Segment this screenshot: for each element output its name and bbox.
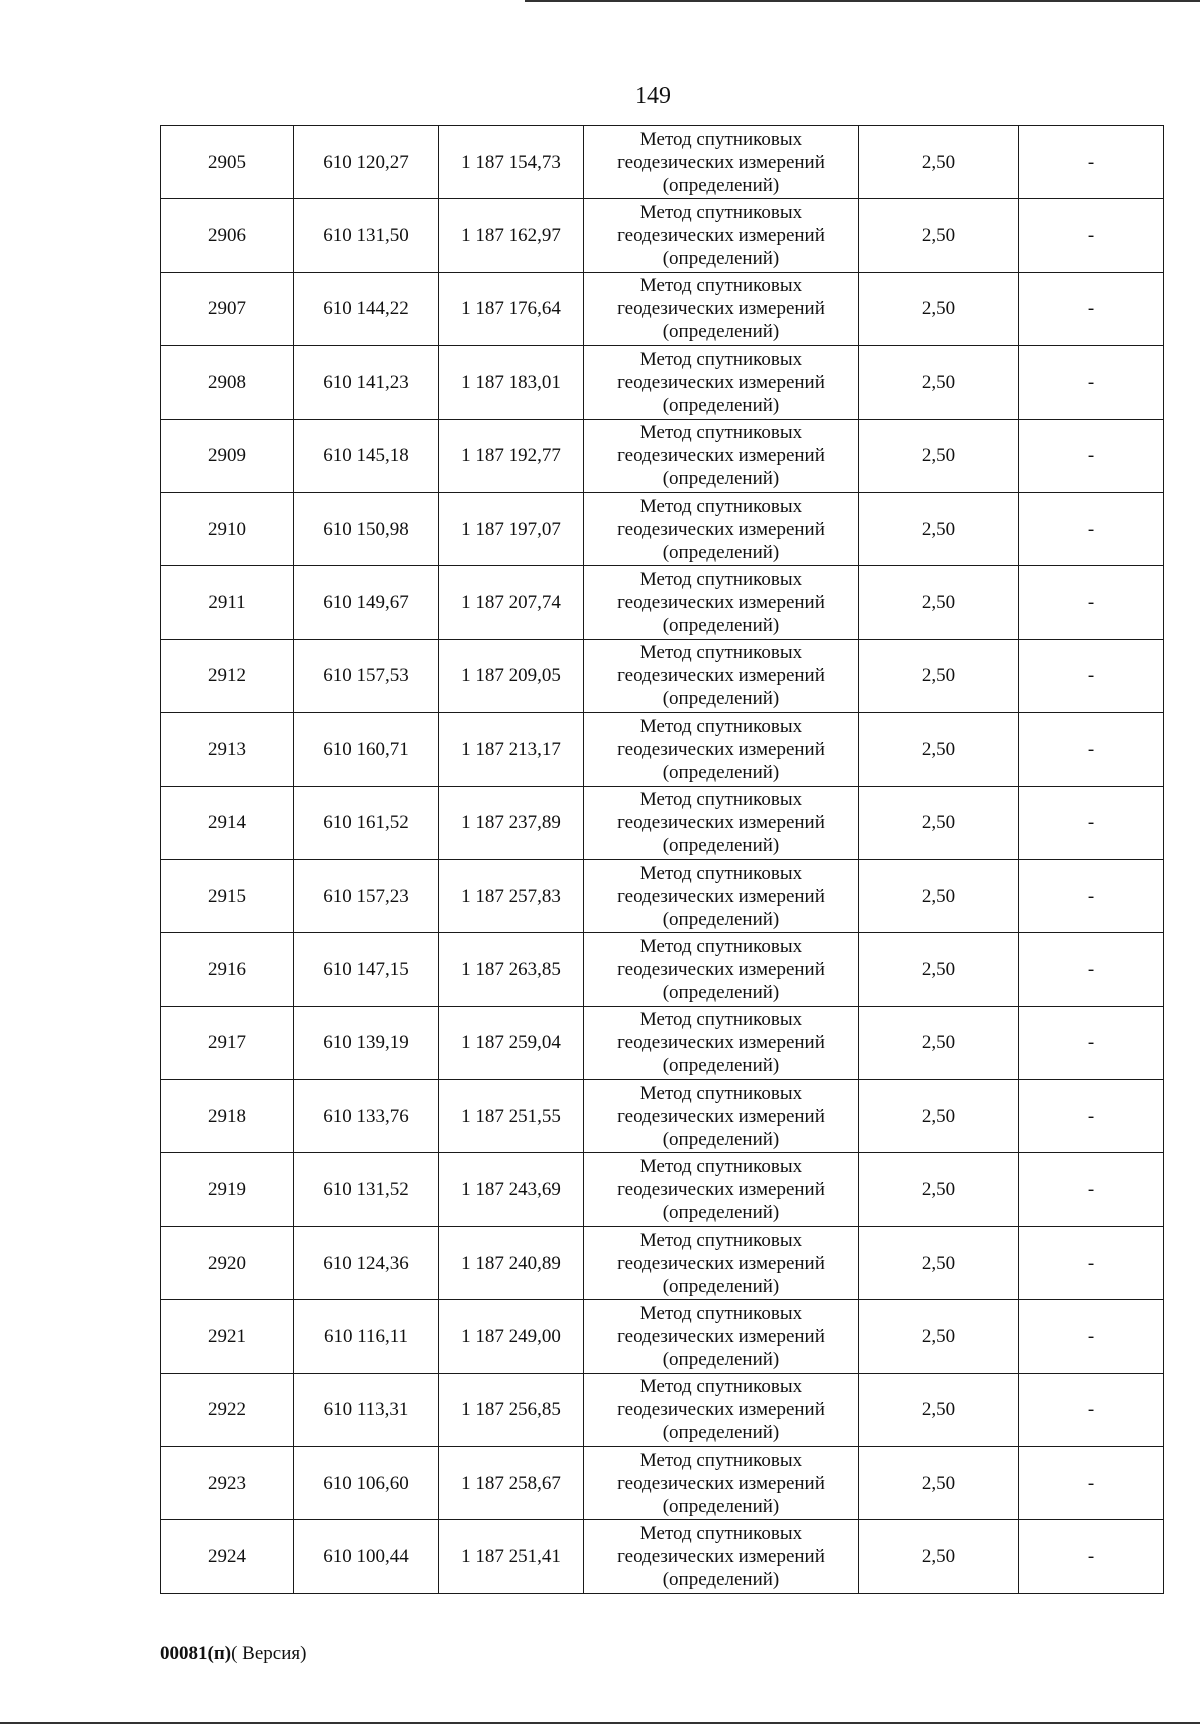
accuracy-cell: 2,50 [859,639,1019,712]
x-coordinate-cell: 610 145,18 [294,419,439,492]
accuracy-cell: 2,50 [859,786,1019,859]
method-cell [584,1080,859,1153]
method-line: Метод спутниковых [639,422,803,444]
y-coordinate-cell: 1 187 183,01 [439,346,584,419]
method-line: (определений) [662,1128,780,1150]
note-cell: - [1019,1226,1164,1299]
method-line: Метод спутниковых [639,935,803,957]
table-row [161,786,1164,859]
method-line: (определений) [662,394,780,416]
method-line: Метод спутниковых [639,202,803,224]
method-line: геодезических измерений [617,298,825,320]
accuracy-cell: 2,50 [859,419,1019,492]
method-line: (определений) [662,174,780,196]
x-coordinate-cell: 610 141,23 [294,346,439,419]
y-coordinate-cell: 1 187 154,73 [439,126,584,199]
method-cell [584,1520,859,1593]
method-line: геодезических измерений [617,445,825,467]
x-coordinate-cell: 610 150,98 [294,492,439,565]
method-line: Метод спутниковых [639,789,803,811]
page-number: 149 [635,83,671,109]
scan-edge-bottom [0,1722,1200,1724]
table-row [161,272,1164,345]
method-line: Метод спутниковых [639,1523,803,1545]
method-line: (определений) [662,1422,780,1444]
method-line: геодезических измерений [617,738,825,760]
accuracy-cell: 2,50 [859,346,1019,419]
x-coordinate-cell: 610 120,27 [294,126,439,199]
method-line: геодезических измерений [617,1325,825,1347]
method-line: Метод спутниковых [639,1376,803,1398]
accuracy-cell: 2,50 [859,933,1019,1006]
point-number-cell: 2910 [161,492,294,565]
method-cell [584,1300,859,1373]
point-number-cell: 2917 [161,1006,294,1079]
note-cell: - [1019,1373,1164,1446]
method-line: Метод спутниковых [639,569,803,591]
point-number-cell: 2906 [161,199,294,272]
method-line: Метод спутниковых [639,1449,803,1471]
table-row [161,199,1164,272]
x-coordinate-cell: 610 157,23 [294,859,439,932]
method-line: (определений) [662,688,780,710]
method-line: (определений) [662,835,780,857]
method-line: Метод спутниковых [639,348,803,370]
method-line: (определений) [662,1495,780,1517]
method-line: (определений) [662,1348,780,1370]
method-line: геодезических измерений [617,371,825,393]
method-line: (определений) [662,1202,780,1224]
x-coordinate-cell: 610 106,60 [294,1447,439,1520]
point-number-cell: 2912 [161,639,294,712]
method-line: геодезических измерений [617,885,825,907]
table-row [161,1373,1164,1446]
accuracy-cell: 2,50 [859,1300,1019,1373]
note-cell: - [1019,786,1164,859]
x-coordinate-cell: 610 161,52 [294,786,439,859]
method-cell [584,199,859,272]
y-coordinate-cell: 1 187 192,77 [439,419,584,492]
method-line: Метод спутниковых [639,128,803,150]
method-cell [584,859,859,932]
table-row [161,419,1164,492]
method-cell [584,566,859,639]
y-coordinate-cell: 1 187 207,74 [439,566,584,639]
y-coordinate-cell: 1 187 263,85 [439,933,584,1006]
note-cell: - [1019,639,1164,712]
point-number-cell: 2908 [161,346,294,419]
table-row [161,713,1164,786]
y-coordinate-cell: 1 187 240,89 [439,1226,584,1299]
table-row [161,859,1164,932]
method-cell [584,419,859,492]
method-cell [584,346,859,419]
x-coordinate-cell: 610 133,76 [294,1080,439,1153]
point-number-cell: 2915 [161,859,294,932]
scan-edge-top [525,0,1200,2]
note-cell: - [1019,1153,1164,1226]
y-coordinate-cell: 1 187 237,89 [439,786,584,859]
y-coordinate-cell: 1 187 257,83 [439,859,584,932]
table-row [161,1226,1164,1299]
method-line: (определений) [662,321,780,343]
table-row [161,1447,1164,1520]
x-coordinate-cell: 610 113,31 [294,1373,439,1446]
method-line: (определений) [662,908,780,930]
method-line: геодезических измерений [617,225,825,247]
table-row [161,126,1164,199]
point-number-cell: 2924 [161,1520,294,1593]
note-cell: - [1019,1447,1164,1520]
point-number-cell: 2923 [161,1447,294,1520]
method-cell [584,272,859,345]
y-coordinate-cell: 1 187 251,41 [439,1520,584,1593]
table-row [161,933,1164,1006]
y-coordinate-cell: 1 187 251,55 [439,1080,584,1153]
y-coordinate-cell: 1 187 176,64 [439,272,584,345]
table-row [161,566,1164,639]
table-body [161,126,1164,1594]
x-coordinate-cell: 610 149,67 [294,566,439,639]
method-cell [584,713,859,786]
accuracy-cell: 2,50 [859,272,1019,345]
note-cell: - [1019,566,1164,639]
method-line: (определений) [662,1055,780,1077]
x-coordinate-cell: 610 124,36 [294,1226,439,1299]
y-coordinate-cell: 1 187 197,07 [439,492,584,565]
accuracy-cell: 2,50 [859,713,1019,786]
point-number-cell: 2909 [161,419,294,492]
method-line: геодезических измерений [617,1032,825,1054]
method-line: (определений) [662,981,780,1003]
point-number-cell: 2920 [161,1226,294,1299]
table-row [161,639,1164,712]
table-row [161,492,1164,565]
note-cell: - [1019,126,1164,199]
point-number-cell: 2922 [161,1373,294,1446]
method-line: Метод спутниковых [639,1229,803,1251]
accuracy-cell: 2,50 [859,126,1019,199]
note-cell: - [1019,199,1164,272]
coordinates-table [160,125,1164,1594]
note-cell: - [1019,419,1164,492]
method-line: (определений) [662,1275,780,1297]
note-cell: - [1019,1300,1164,1373]
method-line: Метод спутниковых [639,495,803,517]
method-line: Метод спутниковых [639,275,803,297]
accuracy-cell: 2,50 [859,1447,1019,1520]
method-line: (определений) [662,1569,780,1591]
table-row [161,1080,1164,1153]
x-coordinate-cell: 610 144,22 [294,272,439,345]
table-row [161,1006,1164,1079]
method-line: Метод спутниковых [639,1302,803,1324]
method-cell [584,126,859,199]
method-line: геодезических измерений [617,958,825,980]
accuracy-cell: 2,50 [859,1153,1019,1226]
x-coordinate-cell: 610 157,53 [294,639,439,712]
method-cell [584,1226,859,1299]
note-cell: - [1019,1520,1164,1593]
x-coordinate-cell: 610 160,71 [294,713,439,786]
table-row [161,1520,1164,1593]
accuracy-cell: 2,50 [859,566,1019,639]
table-row [161,1300,1164,1373]
accuracy-cell: 2,50 [859,199,1019,272]
method-line: (определений) [662,761,780,783]
note-cell: - [1019,346,1164,419]
accuracy-cell: 2,50 [859,859,1019,932]
note-cell: - [1019,933,1164,1006]
method-cell [584,1006,859,1079]
table-row [161,346,1164,419]
accuracy-cell: 2,50 [859,1520,1019,1593]
method-line: геодезических измерений [617,665,825,687]
document-footer [160,1642,306,1666]
accuracy-cell: 2,50 [859,1373,1019,1446]
method-line: (определений) [662,248,780,270]
method-line: Метод спутниковых [639,715,803,737]
method-line: (определений) [662,541,780,563]
method-line: (определений) [662,468,780,490]
x-coordinate-cell: 610 139,19 [294,1006,439,1079]
accuracy-cell: 2,50 [859,1006,1019,1079]
y-coordinate-cell: 1 187 249,00 [439,1300,584,1373]
x-coordinate-cell: 610 147,15 [294,933,439,1006]
note-cell: - [1019,272,1164,345]
note-cell: - [1019,1006,1164,1079]
y-coordinate-cell: 1 187 258,67 [439,1447,584,1520]
table-row [161,1153,1164,1226]
method-line: Метод спутниковых [639,862,803,884]
x-coordinate-cell: 610 116,11 [294,1300,439,1373]
method-cell [584,1153,859,1226]
note-cell: - [1019,492,1164,565]
y-coordinate-cell: 1 187 162,97 [439,199,584,272]
y-coordinate-cell: 1 187 209,05 [439,639,584,712]
accuracy-cell: 2,50 [859,492,1019,565]
method-line: геодезических измерений [617,1472,825,1494]
method-line: Метод спутниковых [639,1009,803,1031]
point-number-cell: 2918 [161,1080,294,1153]
method-line: Метод спутниковых [639,642,803,664]
x-coordinate-cell: 610 131,50 [294,199,439,272]
method-cell [584,1373,859,1446]
method-cell [584,492,859,565]
method-line: геодезических измерений [617,1252,825,1274]
method-line: (определений) [662,615,780,637]
y-coordinate-cell: 1 187 213,17 [439,713,584,786]
accuracy-cell: 2,50 [859,1080,1019,1153]
method-line: геодезических измерений [617,1399,825,1421]
point-number-cell: 2905 [161,126,294,199]
note-cell: - [1019,713,1164,786]
point-number-cell: 2907 [161,272,294,345]
point-number-cell: 2916 [161,933,294,1006]
method-cell [584,933,859,1006]
method-line: Метод спутниковых [639,1082,803,1104]
y-coordinate-cell: 1 187 243,69 [439,1153,584,1226]
method-line: геодезических измерений [617,518,825,540]
method-line: геодезических измерений [617,812,825,834]
method-line: геодезических измерений [617,1546,825,1568]
method-cell [584,1447,859,1520]
point-number-cell: 2914 [161,786,294,859]
method-line: Метод спутниковых [639,1156,803,1178]
note-cell: - [1019,859,1164,932]
point-number-cell: 2913 [161,713,294,786]
accuracy-cell: 2,50 [859,1226,1019,1299]
method-line: геодезических измерений [617,1179,825,1201]
note-cell: - [1019,1080,1164,1153]
x-coordinate-cell: 610 100,44 [294,1520,439,1593]
method-line: геодезических измерений [617,1105,825,1127]
point-number-cell: 2921 [161,1300,294,1373]
method-line: геодезических измерений [617,151,825,173]
method-cell [584,639,859,712]
x-coordinate-cell: 610 131,52 [294,1153,439,1226]
y-coordinate-cell: 1 187 259,04 [439,1006,584,1079]
footer-code: 00081(п) [160,1643,232,1664]
point-number-cell: 2911 [161,566,294,639]
y-coordinate-cell: 1 187 256,85 [439,1373,584,1446]
method-line: геодезических измерений [617,592,825,614]
footer-version: ( Версия) [231,1643,307,1664]
method-cell [584,786,859,859]
point-number-cell: 2919 [161,1153,294,1226]
